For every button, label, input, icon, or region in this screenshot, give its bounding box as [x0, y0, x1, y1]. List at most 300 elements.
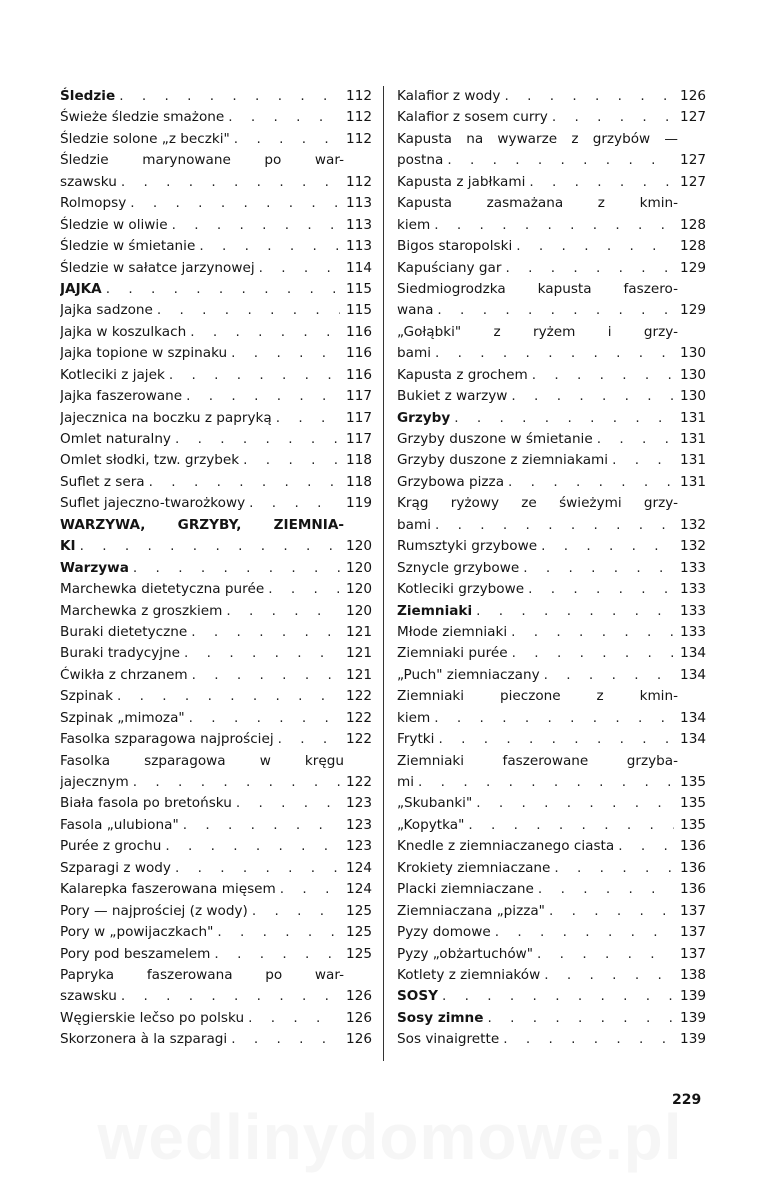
dot-leader: [597, 429, 674, 450]
toc-entry: [60, 515, 372, 536]
toc-entry: [397, 836, 706, 857]
toc-entry: [397, 343, 706, 364]
toc-entry: [397, 793, 706, 814]
dot-leader: [512, 643, 674, 664]
toc-entry: [397, 622, 706, 643]
toc-entry: [397, 215, 706, 236]
entry-page-number: 135: [680, 816, 706, 833]
entry-title: szawsku: [60, 988, 117, 1005]
entry-page-number: 124: [346, 881, 372, 898]
dot-leader: [192, 665, 340, 686]
entry-title: Kapusta z grochem: [397, 366, 528, 383]
dot-leader: [121, 172, 340, 193]
entry-title: mi: [397, 774, 415, 790]
toc-entry: [60, 793, 372, 814]
toc-entry: [397, 815, 706, 836]
entry-page-number: 123: [346, 838, 372, 855]
entry-title: Śledzie marynowane po war-: [60, 152, 344, 169]
entry-page-number: 119: [346, 495, 372, 512]
toc-left-column: [60, 86, 372, 1051]
toc-entry: [397, 986, 706, 1007]
toc-entry: [397, 579, 706, 600]
dot-leader: [217, 922, 340, 943]
dot-leader: [117, 686, 340, 707]
dot-leader: [442, 986, 674, 1007]
toc-entry: [60, 258, 372, 279]
dot-leader: [554, 858, 674, 879]
dot-leader: [528, 579, 674, 600]
toc-entry: [60, 858, 372, 879]
dot-leader: [516, 236, 674, 257]
entry-title: Krokiety ziemniaczane: [397, 859, 551, 876]
entry-title: Rolmopsy: [60, 195, 127, 212]
toc-entry: [60, 386, 372, 407]
entry-page-number: 122: [346, 709, 372, 726]
dot-leader: [252, 901, 340, 922]
entry-page-number: 123: [346, 795, 372, 812]
entry-title: bami: [397, 345, 431, 362]
entry-page-number: 127: [680, 173, 706, 190]
entry-page-number: 134: [680, 645, 706, 662]
toc-entry: [60, 107, 372, 128]
toc-entry: [397, 601, 706, 622]
dot-leader: [191, 622, 340, 643]
entry-title: JAJKA: [60, 280, 102, 297]
watermark: wedlinydomowe.pl: [97, 1101, 683, 1173]
entry-page-number: 133: [680, 581, 706, 598]
toc-entry: [60, 236, 372, 257]
toc-entry: [60, 172, 372, 193]
entry-page-number: 124: [346, 859, 372, 876]
dot-leader: [495, 922, 674, 943]
toc-entry: [60, 86, 372, 107]
entry-page-number: 122: [346, 688, 372, 705]
entry-page-number: 120: [346, 559, 372, 576]
entry-page-number: 113: [346, 238, 372, 255]
entry-title: Biała fasola po bretońsku: [60, 795, 232, 812]
dot-leader: [226, 601, 340, 622]
toc-entry: [397, 472, 706, 493]
entry-title: Kapusta zasmażana z kmin-: [397, 195, 678, 212]
dot-leader: [175, 858, 340, 879]
dot-leader: [454, 408, 674, 429]
dot-leader: [532, 365, 674, 386]
dot-leader: [280, 879, 340, 900]
entry-title: Pory w „powijaczkach": [60, 924, 214, 941]
entry-page-number: 131: [680, 409, 706, 426]
dot-leader: [249, 493, 340, 514]
dot-leader: [552, 107, 674, 128]
entry-page-number: 139: [680, 988, 706, 1005]
toc-entry: [397, 172, 706, 193]
toc-entry: [397, 536, 706, 557]
dot-leader: [268, 579, 340, 600]
toc-entry: [60, 300, 372, 321]
entry-page-number: 136: [680, 881, 706, 898]
toc-entry: [60, 643, 372, 664]
dot-leader: [172, 215, 340, 236]
toc-entry: [397, 279, 706, 300]
entry-title: kiem: [397, 216, 431, 233]
dot-leader: [437, 300, 674, 321]
entry-page-number: 132: [680, 516, 706, 533]
entry-page-number: 118: [346, 452, 372, 469]
entry-page-number: 134: [680, 731, 706, 748]
entry-title: Grzyby duszone w śmietanie: [397, 431, 593, 447]
dot-leader: [618, 836, 674, 857]
entry-title: Krąg ryżowy ze świeżymi grzy-: [397, 495, 678, 512]
entry-title: Jajka w koszulkach: [60, 323, 187, 340]
toc-entry: [60, 922, 372, 943]
entry-title: Ziemniaczana „pizza": [397, 902, 545, 919]
entry-title: Świeże śledzie smażone: [60, 109, 225, 126]
entry-page-number: 127: [680, 152, 706, 169]
dot-leader: [119, 86, 340, 107]
entry-title: Pory pod beszamelem: [60, 945, 211, 962]
dot-leader: [476, 793, 674, 814]
entry-page-number: 130: [680, 345, 706, 362]
entry-title: Buraki dietetyczne: [60, 623, 188, 640]
entry-title: Kapuściany gar: [397, 259, 502, 276]
dot-leader: [435, 515, 674, 536]
toc-entry: [397, 751, 706, 772]
toc-entry: [60, 836, 372, 857]
dot-leader: [228, 107, 340, 128]
entry-title: bami: [397, 516, 431, 533]
dot-leader: [183, 815, 340, 836]
entry-title: Grzyby duszone z ziemniakami: [397, 452, 609, 469]
toc-entry: [397, 107, 706, 128]
entry-page-number: 116: [346, 345, 372, 362]
dot-leader: [538, 879, 674, 900]
toc-entry: [60, 365, 372, 386]
entry-page-number: 127: [680, 109, 706, 126]
entry-page-number: 135: [680, 774, 706, 790]
entry-page-number: 130: [680, 388, 706, 405]
toc-entry: [60, 150, 372, 171]
entry-title: szawsku: [60, 173, 117, 190]
entry-title: Ziemniaki purée: [397, 645, 508, 662]
toc-entry: [60, 493, 372, 514]
dot-leader: [165, 836, 340, 857]
dot-leader: [190, 322, 340, 343]
toc-entry: [60, 343, 372, 364]
entry-title: Grzyby: [397, 409, 451, 426]
entry-title: Ćwikła z chrzanem: [60, 666, 188, 683]
entry-page-number: 139: [680, 1031, 706, 1048]
toc-entry: [397, 922, 706, 943]
dot-leader: [278, 729, 340, 750]
entry-title: Sos vinaigrette: [397, 1031, 500, 1048]
entry-page-number: 120: [346, 581, 372, 598]
entry-page-number: 129: [680, 259, 706, 276]
entry-page-number: 112: [346, 88, 372, 104]
entry-title: Placki ziemniaczane: [397, 881, 534, 898]
toc-entry: [397, 879, 706, 900]
toc-entry: [397, 1008, 706, 1029]
toc-entry: [60, 193, 372, 214]
dot-leader: [175, 429, 340, 450]
toc-entry: [60, 601, 372, 622]
entry-title: Śledzie solone „z beczki": [60, 130, 230, 147]
toc-entry: [397, 300, 706, 321]
dot-leader: [487, 1008, 674, 1029]
entry-page-number: 112: [346, 173, 372, 190]
entry-title: kiem: [397, 709, 431, 726]
entry-page-number: 131: [680, 431, 706, 447]
entry-title: Szpinak: [60, 688, 113, 705]
entry-page-number: 115: [346, 302, 372, 319]
toc-entry: [60, 686, 372, 707]
entry-title: Siedmiogrodzka kapusta faszero-: [397, 280, 678, 297]
dot-leader: [133, 558, 340, 579]
entry-page-number: 117: [346, 388, 372, 405]
toc-entry: [397, 322, 706, 343]
dot-leader: [503, 1029, 674, 1050]
entry-title: Węgierskie lečso po polsku: [60, 1009, 245, 1026]
dot-leader: [447, 150, 674, 171]
toc-entry: [60, 986, 372, 1007]
entry-title: Marchewka z groszkiem: [60, 602, 223, 619]
toc-entry: [60, 622, 372, 643]
entry-page-number: 125: [346, 924, 372, 941]
entry-page-number: 129: [680, 302, 706, 319]
toc-entry: [60, 729, 372, 750]
toc-entry: [60, 215, 372, 236]
dot-leader: [231, 343, 340, 364]
toc-entry: [397, 193, 706, 214]
dot-leader: [505, 258, 674, 279]
entry-page-number: 113: [346, 195, 372, 212]
entry-page-number: 125: [346, 902, 372, 919]
dot-leader: [236, 793, 340, 814]
entry-title: Pory — najprościej (z wody): [60, 902, 248, 919]
dot-leader: [243, 450, 340, 471]
toc-entry: [397, 150, 706, 171]
toc-entry: [60, 965, 372, 986]
toc-entry: [397, 901, 706, 922]
entry-title: Jajecznica na boczku z papryką: [60, 409, 272, 426]
entry-title: Bigos staropolski: [397, 238, 513, 255]
entry-title: Warzywa: [60, 559, 129, 576]
toc-entry: [397, 729, 706, 750]
toc-entry: [60, 408, 372, 429]
entry-title: „Gołąbki" z ryżem i grzy-: [397, 323, 678, 340]
dot-leader: [133, 772, 340, 793]
entry-page-number: 114: [346, 259, 372, 276]
dot-leader: [276, 408, 340, 429]
entry-title: Ziemniaki pieczone z kmin-: [397, 688, 678, 705]
toc-entry: [397, 258, 706, 279]
dot-leader: [434, 215, 674, 236]
toc-entry: [60, 815, 372, 836]
toc-entry: [397, 558, 706, 579]
entry-title: wana: [397, 302, 434, 319]
dot-leader: [523, 558, 674, 579]
entry-page-number: 120: [346, 602, 372, 619]
entry-page-number: 128: [680, 238, 706, 255]
dot-leader: [199, 236, 340, 257]
entry-title: Bukiet z warzyw: [397, 388, 508, 405]
entry-title: KI: [60, 538, 76, 555]
dot-leader: [149, 472, 340, 493]
toc-entry: [397, 86, 706, 107]
dot-leader: [435, 343, 674, 364]
toc-entry: [397, 493, 706, 514]
entry-page-number: 118: [346, 473, 372, 490]
entry-title: Kotleciki grzybowe: [397, 581, 525, 598]
toc-entry: [60, 472, 372, 493]
entry-title: postna: [397, 152, 444, 169]
toc-entry: [60, 536, 372, 557]
toc-entry: [60, 665, 372, 686]
entry-page-number: 136: [680, 859, 706, 876]
entry-page-number: 113: [346, 216, 372, 233]
entry-page-number: 126: [680, 88, 706, 104]
toc-entry: [60, 879, 372, 900]
dot-leader: [418, 772, 674, 793]
entry-title: jajecznym: [60, 774, 129, 790]
toc-entry: [397, 429, 706, 450]
entry-page-number: 126: [346, 988, 372, 1005]
toc-entry: [397, 643, 706, 664]
dot-leader: [511, 386, 674, 407]
entry-title: Skorzonera à la szparagi: [60, 1031, 228, 1048]
entry-title: Pyzy „obżartuchów": [397, 945, 534, 962]
toc-entry: [60, 322, 372, 343]
toc-entry: [397, 858, 706, 879]
toc-entry: [397, 665, 706, 686]
entry-page-number: 115: [346, 280, 372, 297]
dot-leader: [511, 622, 674, 643]
entry-title: Purée z grochu: [60, 838, 162, 855]
dot-leader: [434, 708, 674, 729]
entry-page-number: 133: [680, 623, 706, 640]
entry-page-number: 126: [346, 1009, 372, 1026]
entry-title: Grzybowa pizza: [397, 473, 505, 490]
entry-page-number: 133: [680, 559, 706, 576]
dot-leader: [248, 1008, 340, 1029]
dot-leader: [476, 601, 674, 622]
entry-page-number: 131: [680, 473, 706, 490]
entry-title: Fasolka szparagowa najprościej: [60, 731, 274, 748]
entry-title: Buraki tradycyjne: [60, 645, 181, 662]
toc-entry: [397, 686, 706, 707]
entry-title: Kapusta z jabłkami: [397, 173, 526, 190]
toc-entry: [60, 279, 372, 300]
entry-title: „Puch" ziemniaczany: [397, 666, 540, 683]
toc-entry: [397, 236, 706, 257]
dot-leader: [234, 129, 340, 150]
entry-title: „Skubanki": [397, 795, 473, 812]
dot-leader: [130, 193, 340, 214]
entry-title: Śledzie w sałatce jarzynowej: [60, 259, 255, 276]
dot-leader: [438, 729, 674, 750]
entry-title: Suflet jajeczno-twarożkowy: [60, 495, 246, 512]
entry-page-number: 133: [680, 602, 706, 619]
entry-title: Sosy zimne: [397, 1009, 484, 1026]
entry-title: Rumsztyki grzybowe: [397, 538, 538, 555]
toc-right-column: [397, 86, 706, 1051]
toc-entry: [60, 1008, 372, 1029]
entry-page-number: 116: [346, 366, 372, 383]
entry-title: Knedle z ziemniaczanego ciasta: [397, 838, 615, 855]
dot-leader: [529, 172, 674, 193]
dot-leader: [468, 815, 674, 836]
entry-title: Jajka topione w szpinaku: [60, 345, 228, 362]
toc-entry: [397, 772, 706, 793]
dot-leader: [537, 944, 674, 965]
entry-page-number: 121: [346, 623, 372, 640]
entry-page-number: 117: [346, 431, 372, 447]
entry-page-number: 139: [680, 1009, 706, 1026]
page-number: 229: [672, 1092, 702, 1108]
entry-page-number: 126: [346, 1031, 372, 1048]
entry-title: Śledzie: [60, 88, 116, 104]
entry-title: Suflet z sera: [60, 473, 145, 490]
toc-entry: [397, 450, 706, 471]
entry-title: Kotlety z ziemniaków: [397, 966, 541, 983]
dot-leader: [259, 258, 340, 279]
entry-page-number: 137: [680, 945, 706, 962]
entry-page-number: 136: [680, 838, 706, 855]
toc-entry: [397, 408, 706, 429]
entry-page-number: 137: [680, 902, 706, 919]
dot-leader: [544, 665, 674, 686]
toc-entry: [397, 365, 706, 386]
entry-title: Jajka sadzone: [60, 302, 153, 319]
entry-page-number: 137: [680, 924, 706, 941]
entry-title: Śledzie w śmietanie: [60, 238, 196, 255]
entry-title: Frytki: [397, 731, 435, 748]
dot-leader: [121, 986, 340, 1007]
dot-leader: [157, 300, 340, 321]
entry-title: Jajka faszerowane: [60, 388, 183, 405]
entry-title: Młode ziemniaki: [397, 623, 508, 640]
toc-entry: [60, 579, 372, 600]
entry-title: Sznycle grzybowe: [397, 559, 520, 576]
toc-entry: [60, 751, 372, 772]
toc-entry: [397, 708, 706, 729]
dot-leader: [549, 901, 674, 922]
toc-entry: [60, 450, 372, 471]
entry-page-number: 125: [346, 945, 372, 962]
dot-leader: [504, 86, 674, 107]
toc-entry: [60, 1029, 372, 1050]
toc-entry: [60, 901, 372, 922]
dot-leader: [186, 386, 340, 407]
entry-title: Marchewka dietetyczna purée: [60, 581, 265, 598]
entry-page-number: 134: [680, 666, 706, 683]
dot-leader: [612, 450, 674, 471]
dot-leader: [106, 279, 340, 300]
entry-title: Kalarepka faszerowana mięsem: [60, 881, 276, 898]
toc-entry: [397, 515, 706, 536]
entry-title: Ziemniaki: [397, 602, 473, 619]
entry-page-number: 134: [680, 709, 706, 726]
entry-title: „Kopytka": [397, 816, 465, 833]
entry-page-number: 135: [680, 795, 706, 812]
entry-title: WARZYWA, GRZYBY, ZIEMNIA-: [60, 516, 344, 533]
entry-title: Kapusta na wywarze z grzybów —: [397, 130, 678, 147]
entry-title: Fasola „ulubiona": [60, 816, 179, 833]
dot-leader: [541, 536, 674, 557]
entry-page-number: 117: [346, 409, 372, 426]
entry-page-number: 130: [680, 366, 706, 383]
entry-page-number: 122: [346, 731, 372, 748]
entry-page-number: 120: [346, 538, 372, 555]
entry-page-number: 116: [346, 323, 372, 340]
